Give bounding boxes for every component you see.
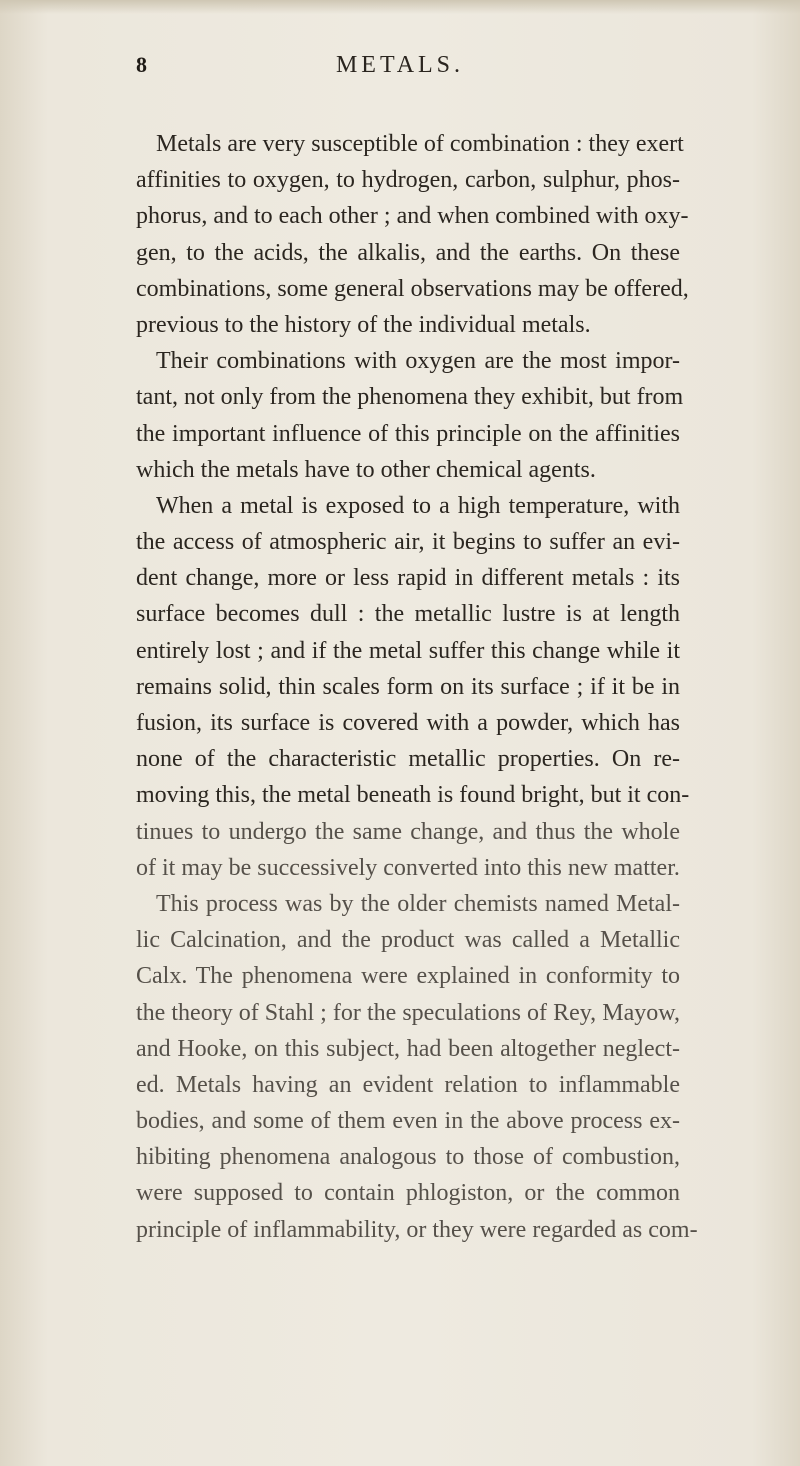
text-line: surface becomes dull : the metallic lustre is at length (136, 601, 680, 628)
body-text (136, 126, 698, 1248)
text-line: of it may be successively converted into this new matter. (136, 854, 680, 881)
text-line: were supposed to contain phlogiston, or the common (136, 1180, 680, 1207)
running-head (0, 52, 800, 92)
text-line: the theory of Stahl ; for the speculations of Rey, Mayow, (136, 999, 680, 1026)
text-line: hibiting phenomena analogous to those of combustion, (136, 1144, 680, 1171)
text-line: affinities to oxygen, to hydrogen, carbon, sulphur, phos- (136, 167, 680, 194)
text-line: phorus, and to each other ; and when combined with oxy- (136, 203, 689, 230)
text-line: This process was by the older chemists named Metal- (156, 890, 680, 917)
running-title: METALS. (335, 52, 465, 78)
text-line: tant, not only from the phenomena they exhibit, but from (136, 384, 684, 411)
text-line: none of the characteristic metallic properties. On re- (136, 746, 680, 773)
text-line: principle of inflammability, or they were regarded as com- (136, 1216, 698, 1243)
text-line: When a metal is exposed to a high temperature, with (156, 492, 680, 519)
text-line: fusion, its surface is covered with a powder, which has (136, 710, 680, 736)
text-line: and Hooke, on this subject, had been altogether neglect- (136, 1035, 680, 1062)
text-line: gen, to the acids, the alkalis, and the earths. On these (136, 239, 680, 266)
text-line: Metals are very susceptible of combination : they exert (156, 131, 684, 157)
text-line: Their combinations with oxygen are the most impor- (156, 348, 680, 375)
text-line: moving this, the metal beneath is found bright, but it con- (136, 782, 690, 809)
text-line: lic Calcination, and the product was called a Metallic (136, 927, 680, 954)
text-line: the important influence of this principle on the affinities (136, 420, 680, 447)
text-line: bodies, and some of them even in the above process ex- (136, 1108, 680, 1135)
text-line: previous to the history of the individual metals. (136, 311, 591, 338)
text-line: dent change, more or less rapid in different metals : its (136, 565, 680, 592)
page-top-edge (0, 0, 800, 14)
page-number: 8 (136, 52, 147, 77)
text-line: which the metals have to other chemical agents. (136, 456, 596, 483)
text-line: remains solid, thin scales form on its surface ; if it be in (136, 673, 680, 700)
text-line: the access of atmospheric air, it begins to suffer an evi- (136, 529, 680, 556)
text-line: entirely lost ; and if the metal suffer this change while it (136, 637, 680, 664)
text-line: Calx. The phenomena were explained in conformity to (136, 963, 680, 990)
text-line: tinues to undergo the same change, and thus the whole (136, 818, 680, 845)
text-line: combinations, some general observations may be offered, (136, 275, 689, 302)
text-line: ed. Metals having an evident relation to inflammable (136, 1071, 680, 1098)
